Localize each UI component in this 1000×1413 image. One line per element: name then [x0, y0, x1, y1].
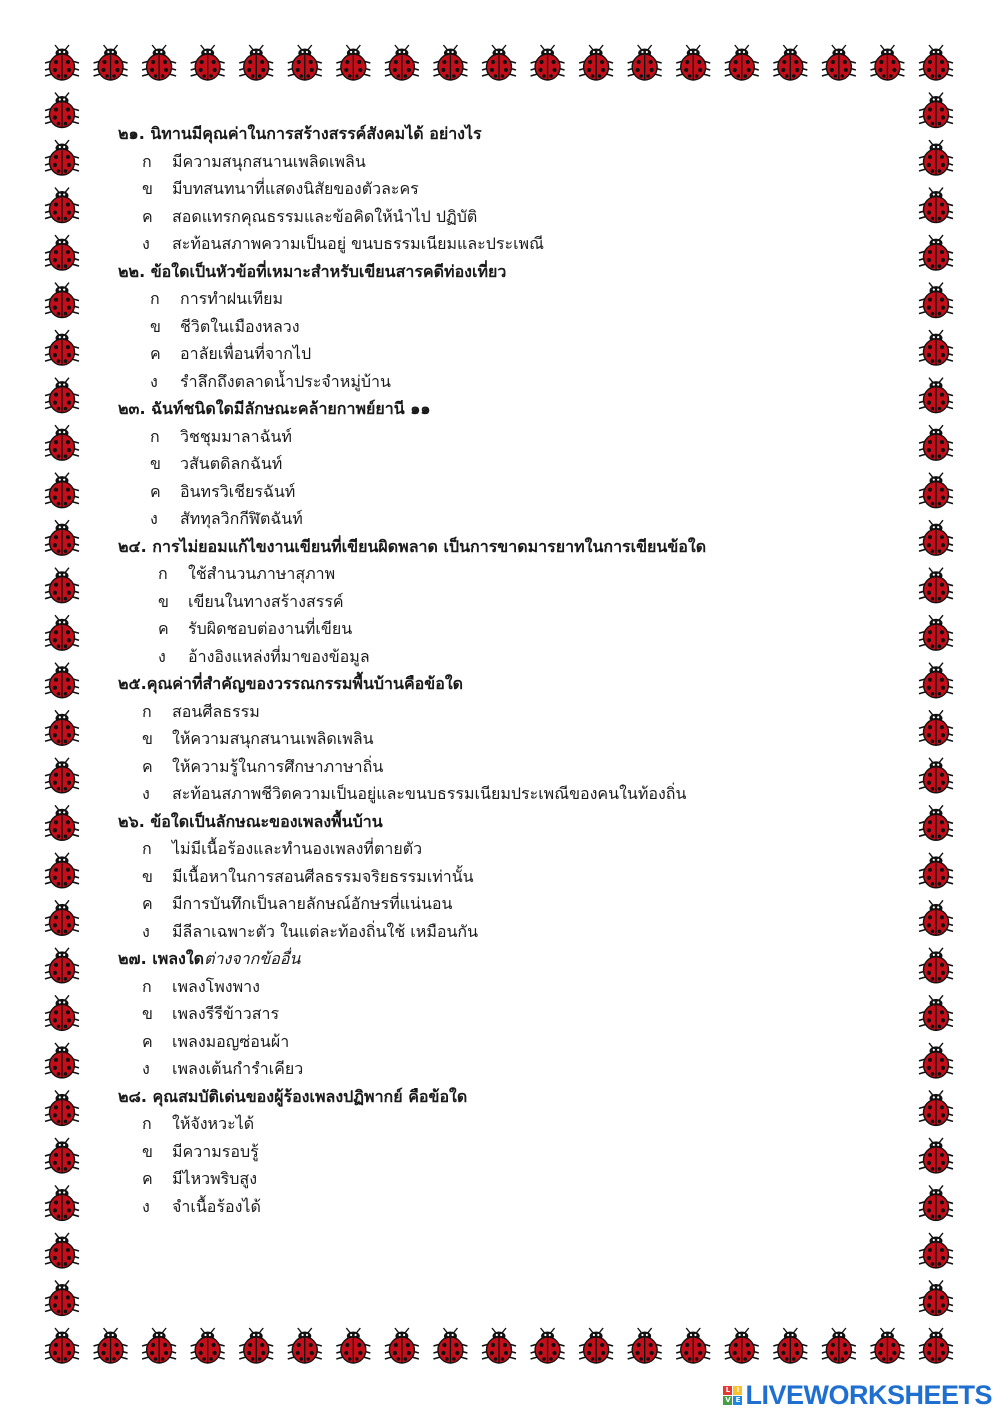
question-22: [118, 258, 908, 396]
ladybug-icon: [45, 1280, 79, 1315]
ladybug-icon: [919, 995, 953, 1030]
ladybug-icon: [482, 1328, 516, 1363]
ladybug-icon: [919, 1043, 953, 1078]
option-d[interactable]: [118, 1193, 908, 1221]
option-text: อาลัยเพื่อนที่จากไป: [180, 344, 312, 363]
ladybug-icon: [45, 805, 79, 840]
option-c[interactable]: [118, 1028, 908, 1056]
option-text: มีความรอบรู้: [172, 1141, 259, 1161]
ladybug-icon: [336, 45, 370, 80]
option-a[interactable]: [118, 1110, 908, 1138]
option-b[interactable]: [118, 1000, 908, 1028]
option-a[interactable]: [118, 423, 908, 451]
ladybug-icon: [919, 805, 953, 840]
logo-mark-letter: V: [725, 1395, 731, 1404]
ladybug-icon: [45, 615, 79, 650]
ladybug-icon: [919, 93, 953, 128]
ladybug-icon: [45, 568, 79, 603]
ladybug-icon: [433, 1328, 467, 1363]
ladybug-icon: [919, 235, 953, 270]
option-letter: ข: [158, 591, 169, 611]
ladybug-icon: [676, 1328, 710, 1363]
option-b[interactable]: [118, 175, 908, 203]
question-title: ๒๕.คุณค่าที่สำคัญของวรรณกรรมพื้นบ้านคือข้อใด: [118, 674, 464, 693]
ladybug-icon: [822, 45, 856, 80]
option-letter: ก: [150, 426, 160, 446]
option-b[interactable]: [118, 588, 908, 616]
logo-text: LIVEWORKSHEETS: [745, 1379, 992, 1410]
ladybug-icon: [919, 473, 953, 508]
option-a[interactable]: [118, 835, 908, 863]
option-c[interactable]: [118, 478, 908, 506]
option-c[interactable]: [118, 340, 908, 368]
question-23: [118, 395, 908, 533]
ladybug-icon: [919, 330, 953, 365]
ladybug-icon: [336, 1328, 370, 1363]
ladybug-icon: [45, 758, 79, 793]
ladybug-icon: [919, 615, 953, 650]
option-a[interactable]: [118, 973, 908, 1001]
ladybug-icon: [45, 900, 79, 935]
ladybug-icon: [433, 45, 467, 80]
option-d[interactable]: [118, 643, 908, 671]
option-text: เพลงมอญซ่อนผ้า: [172, 1031, 290, 1051]
ladybug-icon: [919, 1090, 953, 1125]
option-text: การทำฝนเทียม: [180, 289, 284, 308]
question-26: [118, 808, 908, 946]
ladybug-icon: [919, 45, 953, 80]
option-letter: ง: [142, 921, 150, 941]
ladybug-icon: [45, 45, 79, 80]
ladybug-icon: [870, 1328, 904, 1363]
ladybug-icon: [191, 45, 225, 80]
option-text: รับผิดชอบต่องานที่เขียน: [188, 619, 353, 638]
option-text: ไม่มีเนื้อร้องและทำนองเพลงที่ตายตัว: [172, 839, 423, 858]
ladybug-icon: [531, 1328, 565, 1363]
ladybug-icon: [919, 378, 953, 413]
ladybug-icon: [919, 425, 953, 460]
ladybug-icon: [919, 1233, 953, 1268]
option-text: วิชชุมมาลาฉันท์: [180, 426, 292, 446]
option-text: เขียนในทางสร้างสรรค์: [188, 591, 344, 611]
ladybug-icon: [45, 93, 79, 128]
ladybug-icon: [288, 1328, 322, 1363]
ladybug-icon: [919, 1185, 953, 1220]
question-21: [118, 120, 908, 258]
ladybug-icon: [239, 45, 273, 80]
question-title: ๒๔. การไม่ยอมแก้ไขงานเขียนที่เขียนผิดพลาด เป็นการขาดมารยาทในการเขียนข้อใด: [118, 536, 707, 556]
option-text: มีไหวพริบสูง: [172, 1169, 257, 1188]
option-text: มีบทสนทนาที่แสดงนิสัยของตัวละคร: [172, 179, 419, 198]
option-letter: ค: [158, 619, 169, 638]
option-text: เพลงโพงพาง: [172, 976, 260, 996]
ladybug-icon: [45, 188, 79, 223]
ladybug-icon: [773, 1328, 807, 1363]
option-d[interactable]: [118, 368, 908, 396]
option-letter: ก: [142, 839, 152, 858]
ladybug-icon: [45, 995, 79, 1030]
ladybug-icon: [919, 1138, 953, 1173]
ladybug-icon: [142, 45, 176, 80]
ladybug-icon: [45, 948, 79, 983]
option-text: จำเนื้อร้องได้: [172, 1196, 261, 1216]
option-letter: ง: [150, 371, 158, 391]
option-a[interactable]: [118, 148, 908, 176]
option-letter: ก: [142, 976, 152, 996]
option-text: อินทรวิเชียรฉันท์: [180, 481, 296, 501]
ladybug-icon: [725, 45, 759, 80]
option-text: สอนศีลธรรม: [172, 701, 260, 721]
ladybug-icon: [919, 1328, 953, 1363]
option-text: เพลงเต้นกำรำเคียว: [172, 1059, 304, 1078]
option-a[interactable]: [118, 285, 908, 313]
ladybug-icon: [142, 1328, 176, 1363]
ladybug-icon: [919, 710, 953, 745]
option-text: มีเนื้อหาในการสอนศีลธรรมจริยธรรมเท่านั้น: [172, 866, 474, 886]
option-text: สะท้อนสภาพชีวิตความเป็นอยู่และขนบธรรมเนียมประเพณีของคนในท้องถิ่น: [172, 784, 687, 803]
option-text: ชีวิตในเมืองหลวง: [180, 316, 300, 336]
ladybug-icon: [288, 45, 322, 80]
option-letter: ง: [150, 509, 158, 528]
ladybug-icon: [919, 663, 953, 698]
question-title: ๒๘. คุณสมบัติเด่นของผู้ร้องเพลงปฏิพากย์ คือข้อใด: [118, 1086, 468, 1106]
ladybug-icon: [773, 45, 807, 80]
ladybug-icon: [919, 758, 953, 793]
option-letter: ข: [142, 866, 153, 886]
option-text: เพลงรีรีข้าวสาร: [172, 1004, 280, 1023]
option-text: วสันตดิลกฉันท์: [180, 454, 283, 473]
option-d[interactable]: [118, 918, 908, 946]
option-text: ให้ความสนุกสนานเพลิดเพลิน: [172, 729, 374, 748]
ladybug-icon: [385, 45, 419, 80]
option-text: สัททุลวิกกีฬิตฉันท์: [180, 509, 303, 528]
ladybug-icon: [45, 520, 79, 555]
ladybug-icon: [239, 1328, 273, 1363]
option-letter: ค: [142, 894, 153, 913]
option-b[interactable]: [118, 450, 908, 478]
option-c[interactable]: [118, 1165, 908, 1193]
ladybug-icon: [919, 188, 953, 223]
question-24: [118, 533, 908, 671]
ladybug-icon: [919, 520, 953, 555]
question-title: ๒๑. นิทานมีคุณค่าในการสร้างสรรค์สังคมได้ อย่างไร: [118, 124, 482, 143]
ladybug-icon: [870, 45, 904, 80]
question-28: [118, 1083, 908, 1221]
ladybug-icon: [725, 1328, 759, 1363]
option-c[interactable]: [118, 890, 908, 918]
option-letter: ง: [158, 646, 166, 666]
ladybug-icon: [94, 1328, 128, 1363]
option-text: ใช้สำนวนภาษาสุภาพ: [188, 564, 336, 583]
option-text: สะท้อนสภาพความเป็นอยู่ ขนบธรรมเนียมและประเพณี: [172, 234, 544, 253]
option-letter: ง: [142, 1059, 150, 1078]
ladybug-icon: [45, 235, 79, 270]
ladybug-icon: [45, 425, 79, 460]
ladybug-icon: [579, 1328, 613, 1363]
option-letter: ค: [150, 481, 161, 501]
option-b[interactable]: [118, 863, 908, 891]
ladybug-icon: [531, 45, 565, 80]
ladybug-icon: [628, 1328, 662, 1363]
liveworksheets-logo[interactable]: [723, 1381, 992, 1409]
ladybug-icon: [919, 568, 953, 603]
option-c[interactable]: [118, 203, 908, 231]
option-d[interactable]: [118, 1055, 908, 1083]
ladybug-icon: [45, 283, 79, 318]
logo-mark-letter: I: [733, 1386, 742, 1395]
ladybug-icon: [919, 283, 953, 318]
question-title: ๒๖. ข้อใดเป็นลักษณะของเพลงพื้นบ้าน: [118, 811, 383, 831]
logo-mark-letter: L: [723, 1386, 732, 1395]
option-letter: ก: [142, 1114, 152, 1133]
option-a[interactable]: [118, 560, 908, 588]
option-c[interactable]: [118, 753, 908, 781]
option-d[interactable]: [118, 505, 908, 533]
option-letter: ค: [142, 1031, 153, 1051]
ladybug-icon: [676, 45, 710, 80]
option-a[interactable]: [118, 698, 908, 726]
option-letter: ก: [150, 289, 160, 308]
question-title: ๒๓. ฉันท์ชนิดใดมีลักษณะคล้ายกาพย์ยานี ๑๑: [118, 399, 431, 418]
question-title-main: ๒๗. เพลงใด: [118, 949, 205, 968]
option-letter: ง: [142, 1196, 150, 1216]
option-letter: ค: [142, 1169, 153, 1188]
ladybug-icon: [45, 853, 79, 888]
ladybug-icon: [822, 1328, 856, 1363]
option-letter: ข: [150, 316, 161, 336]
option-b[interactable]: [118, 313, 908, 341]
option-letter: ข: [150, 454, 161, 473]
ladybug-icon: [45, 330, 79, 365]
question-title: ๒๒. ข้อใดเป็นหัวข้อที่เหมาะสำหรับเขียนสารคดีท่องเที่ยว: [118, 261, 507, 281]
ladybug-icon: [45, 1185, 79, 1220]
ladybug-icon: [45, 1138, 79, 1173]
ladybug-icon: [919, 1280, 953, 1315]
option-letter: ก: [158, 564, 168, 583]
option-text: รำลึกถึงตลาดน้ำประจำหมู่บ้าน: [180, 371, 391, 391]
ladybug-icon: [919, 900, 953, 935]
option-text: มีลีลาเฉพาะตัว ในแต่ละท้องถิ่นใช้ เหมือนกัน: [172, 921, 479, 941]
question-title-emphasis: ต่างจากข้ออื่น: [204, 949, 301, 968]
option-letter: ข: [142, 179, 153, 198]
ladybug-icon: [919, 948, 953, 983]
option-letter: ค: [142, 206, 153, 226]
option-c[interactable]: [118, 615, 908, 643]
option-text: มีความสนุกสนานเพลิดเพลิน: [172, 151, 366, 171]
ladybug-icon: [919, 853, 953, 888]
question-25: [118, 670, 908, 808]
ladybug-icon: [628, 45, 662, 80]
option-letter: ก: [142, 151, 152, 171]
worksheet-content: [118, 120, 908, 1220]
ladybug-icon: [919, 140, 953, 175]
option-b[interactable]: [118, 1138, 908, 1166]
ladybug-icon: [385, 1328, 419, 1363]
ladybug-icon: [191, 1328, 225, 1363]
option-letter: ค: [150, 344, 161, 363]
option-letter: ข: [142, 1004, 153, 1023]
question-27: [118, 945, 908, 1083]
ladybug-icon: [579, 45, 613, 80]
ladybug-icon: [45, 378, 79, 413]
option-letter: ก: [142, 701, 152, 721]
option-letter: ข: [142, 729, 153, 748]
option-text: สอดแทรกคุณธรรมและข้อคิดให้นำไป ปฏิบัติ: [172, 206, 478, 226]
option-d[interactable]: [118, 780, 908, 808]
option-letter: ข: [142, 1141, 153, 1161]
option-text: ให้จังหวะได้: [172, 1114, 255, 1133]
ladybug-icon: [45, 710, 79, 745]
option-text: อ้างอิงแหล่งที่มาของข้อมูล: [188, 646, 370, 666]
logo-mark-icon: [723, 1386, 742, 1405]
option-letter: ค: [142, 756, 153, 776]
ladybug-icon: [45, 1233, 79, 1268]
ladybug-icon: [45, 663, 79, 698]
option-text: ให้ความรู้ในการศึกษาภาษาถิ่น: [172, 756, 384, 776]
ladybug-icon: [45, 140, 79, 175]
option-letter: ง: [142, 784, 150, 803]
logo-mark-letter: E: [733, 1396, 742, 1405]
option-text: มีการบันทึกเป็นลายลักษณ์อักษรที่แน่นอน: [172, 894, 453, 913]
ladybug-icon: [45, 473, 79, 508]
ladybug-icon: [94, 45, 128, 80]
question-title: [118, 945, 908, 973]
ladybug-icon: [482, 45, 516, 80]
ladybug-icon: [45, 1328, 79, 1363]
option-d[interactable]: [118, 230, 908, 258]
ladybug-icon: [45, 1090, 79, 1125]
option-letter: ง: [142, 234, 150, 253]
option-b[interactable]: [118, 725, 908, 753]
ladybug-icon: [45, 1043, 79, 1078]
